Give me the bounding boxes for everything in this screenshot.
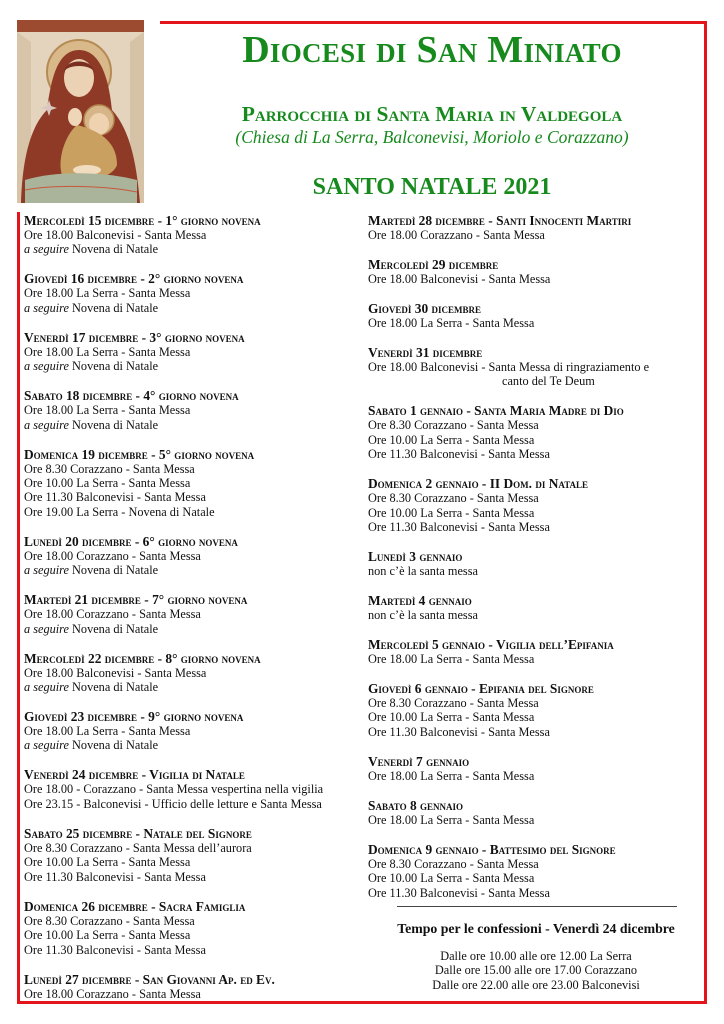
italic-prefix: a seguire [24, 738, 69, 753]
schedule-day [24, 709, 359, 753]
schedule-line [24, 928, 359, 942]
event-title: SANTO NATALE 2021 [312, 174, 552, 200]
day-heading: Mercoledì 22 dicembre - 8° giorno novena [24, 650, 261, 666]
day-heading: Martedì 21 dicembre - 7° giorno novena [24, 592, 248, 608]
day-heading: Lunedì 3 gennaio [368, 549, 463, 565]
line-text: Ore 11.30 Balconevisi - Santa Messa [368, 447, 550, 462]
schedule-line [24, 490, 359, 504]
schedule-line [24, 666, 359, 680]
line-text: Ore 18.00 Corazzano - Santa Messa [24, 548, 201, 563]
schedule-line [24, 914, 359, 928]
madonna-fresco-image [17, 20, 144, 203]
confessions-title: Tempo per le confessioni - Venerdì 24 dicembre [397, 921, 675, 936]
line-text: Ore 18.00 - Corazzano - Santa Messa vespertina nella vigilia [24, 782, 324, 797]
line-text: Ore 10.00 La Serra - Santa Messa [368, 505, 535, 520]
line-text: Ore 18.00 Balconevisi - Santa Messa [368, 272, 551, 286]
schedule-line [24, 855, 359, 869]
line-text: Ore 8.30 Corazzano - Santa Messa [368, 418, 539, 433]
line-text: Ore 8.30 Corazzano - Santa Messa [368, 696, 539, 711]
line-text: Ore 8.30 Corazzano - Santa Messa [368, 856, 539, 871]
schedule-line [24, 607, 359, 621]
line-text: Ore 18.00 La Serra - Santa Messa [368, 812, 535, 827]
schedule-line [368, 710, 698, 724]
line-text: Ore 8.30 Corazzano - Santa Messa [368, 491, 539, 506]
line-text: Ore 8.30 Corazzano - Santa Messa [24, 461, 195, 476]
line-text: Ore 18.00 La Serra - Santa Messa [24, 344, 191, 359]
italic-prefix: a seguire [24, 680, 69, 695]
day-heading: Martedì 28 dicembre - Santi Innocenti Martiri [368, 213, 632, 228]
schedule-line [368, 652, 698, 666]
schedule-day [368, 681, 698, 739]
schedule-day [368, 476, 698, 534]
schedule-line [24, 476, 359, 490]
day-heading: Lunedì 20 dicembre - 6° giorno novena [24, 533, 238, 549]
schedule-line [24, 782, 359, 796]
schedule-day [24, 271, 359, 315]
day-heading: Giovedì 6 gennaio - Epifania del Signore [368, 681, 594, 697]
line-text: Ore 18.00 La Serra - Santa Messa [368, 316, 535, 330]
line-text: Ore 18.00 La Serra - Santa Messa [24, 724, 191, 739]
schedule-line [368, 228, 698, 242]
schedule-right-column [368, 213, 698, 915]
schedule-day [368, 637, 698, 666]
line-text: Ore 18.00 Corazzano - Santa Messa [24, 986, 201, 1001]
line-text: Ore 19.00 La Serra - Novena di Natale [24, 504, 215, 519]
schedule-day [24, 592, 359, 636]
schedule-day [24, 534, 359, 578]
schedule-line [368, 374, 698, 388]
line-text: Ore 18.00 La Serra - Santa Messa [368, 768, 535, 783]
line-text: Novena di Natale [68, 738, 159, 753]
day-heading: Sabato 1 gennaio - Santa Maria Madre di Dio [368, 403, 624, 419]
line-text: Ore 18.00 La Serra - Santa Messa [368, 652, 535, 667]
day-heading: Mercoledì 5 gennaio - Vigilia dell’Epifania [368, 637, 614, 653]
line-text: Ore 10.00 La Serra - Santa Messa [24, 928, 191, 943]
line-text: non c’è la santa messa [368, 608, 478, 623]
day-heading: Domenica 9 gennaio - Battesimo del Signore [368, 841, 616, 857]
divider-line [397, 906, 677, 907]
day-heading: Giovedì 16 dicembre - 2° giorno novena [24, 271, 244, 287]
schedule-day [24, 899, 359, 957]
line-text: Ore 11.30 Balconevisi - Santa Messa [24, 942, 206, 957]
schedule-line [368, 360, 698, 374]
line-text: Novena di Natale [68, 680, 159, 695]
frame-border-right [704, 21, 707, 1004]
schedule-line [24, 549, 359, 563]
line-text: Ore 10.00 La Serra - Santa Messa [24, 476, 191, 491]
schedule-line [368, 433, 698, 447]
day-heading: Sabato 25 dicembre - Natale del Signore [24, 825, 252, 841]
churches-subtitle: (Chiesa di La Serra, Balconevisi, Moriolo e Corazzano) [235, 127, 629, 147]
schedule-line [24, 563, 359, 577]
line-text: Ore 10.00 La Serra - Santa Messa [368, 871, 535, 886]
schedule-left-column [24, 213, 359, 1016]
line-text: Ore 11.30 Balconevisi - Santa Messa [368, 520, 550, 535]
schedule-line [368, 813, 698, 827]
schedule-line [368, 506, 698, 520]
schedule-line [368, 447, 698, 461]
line-text: Ore 10.00 La Serra - Santa Messa [24, 855, 191, 870]
line-text: Ore 11.30 Balconevisi - Santa Messa [368, 885, 550, 900]
italic-prefix: a seguire [24, 242, 69, 257]
confession-line: Dalle ore 22.00 alle ore 23.00 Balconevisi [432, 977, 640, 992]
schedule-day [24, 972, 359, 1001]
line-text: Ore 18.00 Corazzano - Santa Messa [24, 607, 201, 622]
line-text: Ore 10.00 La Serra - Santa Messa [368, 432, 535, 447]
schedule-line [368, 608, 698, 622]
madonna-fresco-icon [17, 20, 144, 203]
schedule-day [368, 403, 698, 461]
schedule-line [368, 316, 698, 330]
day-heading: Domenica 19 dicembre - 5° giorno novena [24, 446, 255, 462]
line-text: canto del Te Deum [502, 374, 595, 389]
schedule-day [24, 826, 359, 884]
schedule-line [24, 622, 359, 636]
schedule-line [24, 680, 359, 694]
schedule-line [24, 345, 359, 359]
confessions-times [368, 949, 704, 992]
day-heading: Venerdì 24 dicembre - Vigilia di Natale [24, 767, 245, 783]
line-text: Ore 18.00 La Serra - Santa Messa [24, 286, 191, 301]
schedule-line [24, 505, 359, 519]
schedule-line [368, 520, 698, 534]
line-text: Ore 11.30 Balconevisi - Santa Messa [24, 490, 206, 505]
schedule-line [24, 943, 359, 957]
line-text: Novena di Natale [68, 621, 159, 636]
confession-line: Dalle ore 10.00 alle ore 12.00 La Serra [440, 949, 632, 963]
schedule-line [24, 418, 359, 432]
schedule-day [24, 330, 359, 374]
line-text: Novena di Natale [68, 300, 159, 315]
schedule-day [368, 798, 698, 827]
schedule-day [368, 593, 698, 622]
schedule-line [24, 841, 359, 855]
schedule-line [24, 301, 359, 315]
schedule-line [24, 242, 359, 256]
schedule-line [368, 886, 698, 900]
schedule-day [368, 549, 698, 578]
line-text: Ore 18.00 Balconevisi - Santa Messa di ringraziamento e [368, 360, 650, 374]
diocese-title: Diocesi di San Miniato [242, 29, 622, 71]
schedule-line [368, 871, 698, 885]
day-heading: Venerdì 17 dicembre - 3° giorno novena [24, 329, 245, 345]
schedule-line [24, 462, 359, 476]
day-heading: Venerdì 31 dicembre [368, 345, 483, 360]
day-heading: Sabato 8 gennaio [368, 797, 464, 813]
confession-line: Dalle ore 15.00 alle ore 17.00 Corazzano [434, 963, 638, 978]
schedule-day [24, 213, 359, 257]
schedule-day [368, 754, 698, 783]
line-text: Ore 23.15 - Balconevisi - Ufficio delle letture e Santa Messa [24, 796, 322, 811]
day-heading: Mercoledì 29 dicembre [368, 257, 499, 272]
line-text: non c’è la santa messa [368, 564, 478, 579]
schedule-line [24, 724, 359, 738]
schedule-day [24, 388, 359, 432]
day-heading: Venerdì 7 gennaio [368, 753, 470, 769]
day-heading: Domenica 26 dicembre - Sacra Famiglia [24, 898, 246, 914]
schedule-day [24, 651, 359, 695]
header [160, 24, 704, 201]
line-text: Novena di Natale [68, 563, 159, 578]
day-heading: Giovedì 23 dicembre - 9° giorno novena [24, 709, 244, 725]
schedule-line [24, 987, 359, 1001]
line-text: Novena di Natale [68, 417, 159, 432]
parish-title: Parrocchia di Santa Maria in Valdegola [241, 102, 623, 126]
day-heading: Giovedì 30 dicembre [368, 301, 482, 316]
schedule-day [368, 842, 698, 900]
line-text: Novena di Natale [68, 359, 159, 374]
line-text: Novena di Natale [68, 242, 159, 257]
schedule-line [24, 286, 359, 300]
line-text: Ore 8.30 Corazzano - Santa Messa dell’aurora [24, 840, 252, 855]
schedule-line [24, 403, 359, 417]
italic-prefix: a seguire [24, 621, 69, 636]
schedule-line [368, 857, 698, 871]
schedule-day [24, 767, 359, 811]
schedule-line [368, 418, 698, 432]
line-text: Ore 18.00 Balconevisi - Santa Messa [24, 228, 207, 242]
schedule-line [368, 564, 698, 578]
italic-prefix: a seguire [24, 300, 69, 315]
schedule-line [24, 228, 359, 242]
schedule-day [368, 301, 698, 330]
line-text: Ore 10.00 La Serra - Santa Messa [368, 710, 535, 725]
schedule-line [24, 797, 359, 811]
line-text: Ore 18.00 Corazzano - Santa Messa [368, 228, 545, 242]
day-heading: Sabato 18 dicembre - 4° giorno novena [24, 388, 239, 404]
schedule-line [368, 769, 698, 783]
schedule-day [24, 447, 359, 520]
schedule-line [24, 359, 359, 373]
schedule-day [368, 345, 698, 389]
day-heading: Domenica 2 gennaio - II Dom. di Natale [368, 476, 589, 492]
schedule-line [24, 870, 359, 884]
line-text: Ore 11.30 Balconevisi - Santa Messa [24, 869, 206, 884]
day-heading: Lunedì 27 dicembre - San Giovanni Ap. ed Ev. [24, 971, 275, 987]
schedule-line [368, 696, 698, 710]
schedule-day [368, 257, 698, 286]
italic-prefix: a seguire [24, 563, 69, 578]
day-heading: Martedì 4 gennaio [368, 593, 472, 609]
italic-prefix: a seguire [24, 359, 69, 374]
schedule-line [368, 272, 698, 286]
line-text: Ore 11.30 Balconevisi - Santa Messa [368, 724, 550, 739]
schedule-line [368, 491, 698, 505]
schedule-line [368, 725, 698, 739]
frame-border-left [17, 212, 20, 1004]
schedule-day [368, 213, 698, 242]
italic-prefix: a seguire [24, 417, 69, 432]
line-text: Ore 18.00 Balconevisi - Santa Messa [24, 665, 207, 680]
schedule-line [24, 738, 359, 752]
day-heading: Mercoledì 15 dicembre - 1° giorno novena [24, 213, 261, 228]
line-text: Ore 18.00 La Serra - Santa Messa [24, 403, 191, 418]
line-text: Ore 8.30 Corazzano - Santa Messa [24, 913, 195, 928]
